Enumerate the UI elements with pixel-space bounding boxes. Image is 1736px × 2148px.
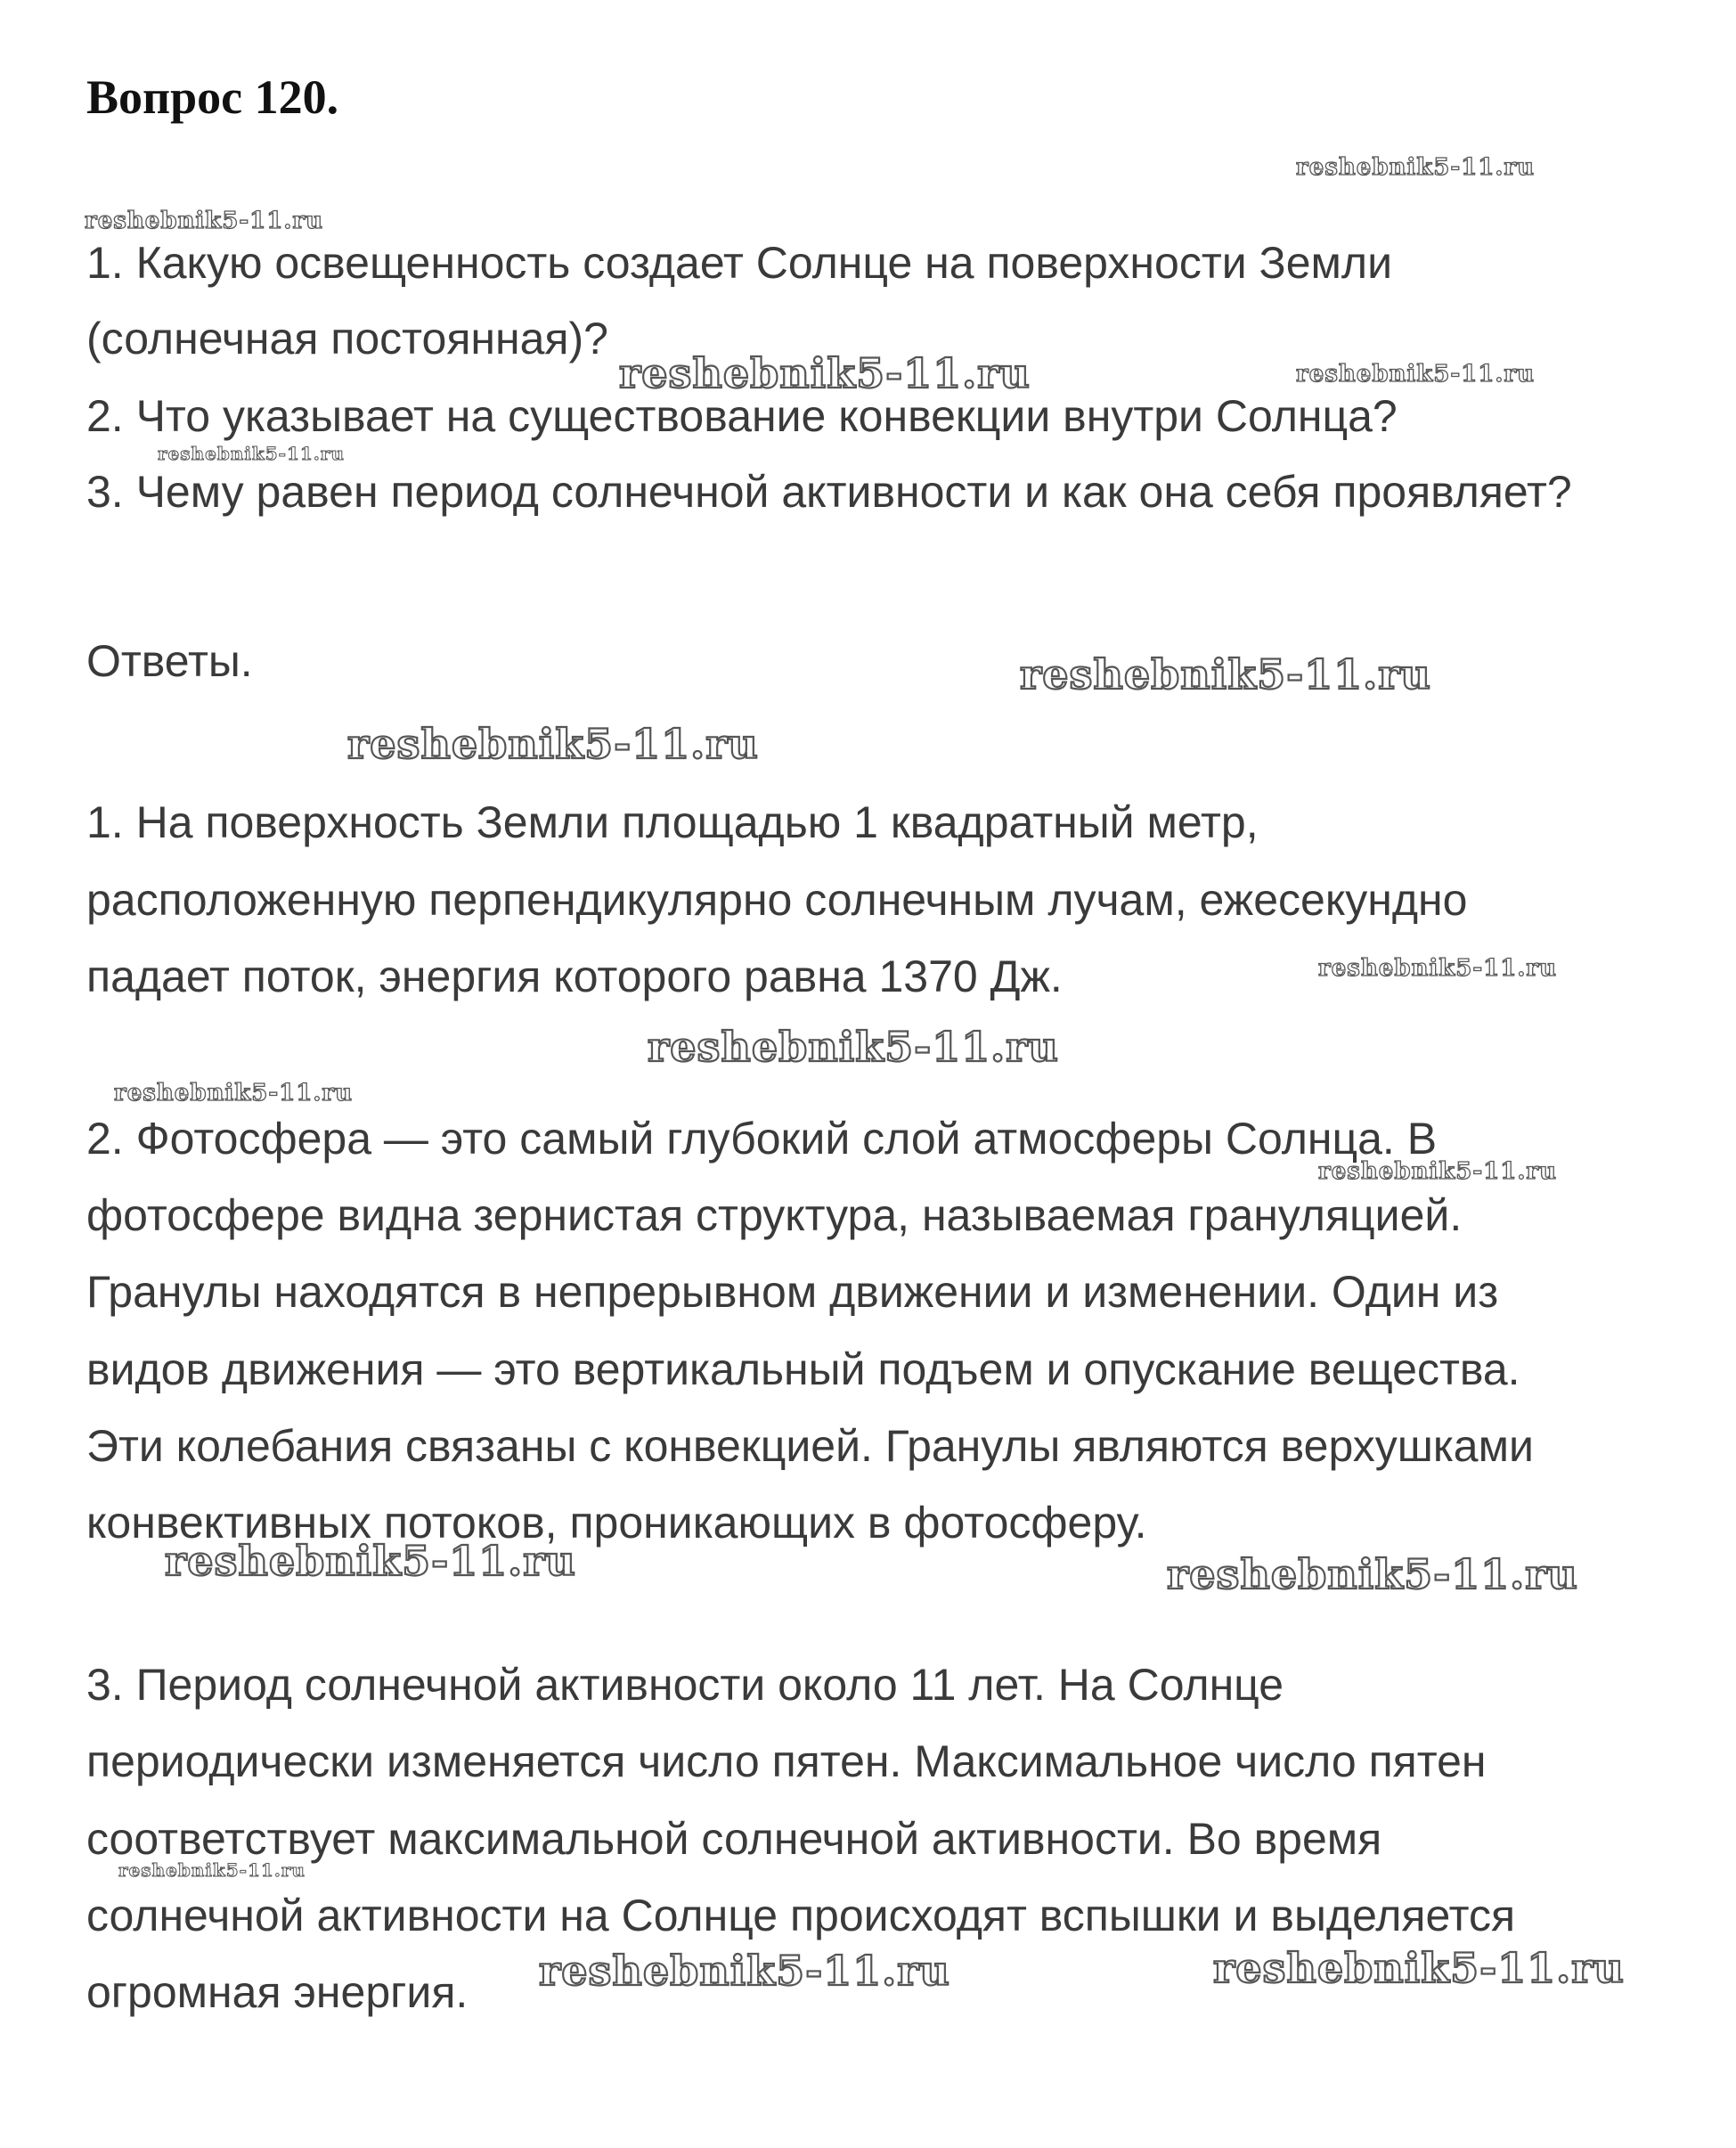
watermark: reshebnik5-11.ru — [1318, 955, 1558, 982]
answer-1-line: расположенную перпендикулярно солнечным лучам, ежесекундно — [86, 875, 1468, 925]
answer-1-line: падает поток, энергия которого равна 1370 Дж. — [86, 951, 1063, 1001]
answer-3-line: солнечной активности на Солнце происходят вспышки и выделяется — [86, 1891, 1516, 1940]
answer-3-line: соответствует максимальной солнечной активности. Во время — [86, 1814, 1382, 1864]
answer-1-line: 1. На поверхность Земли площадью 1 квадратный метр, — [86, 797, 1259, 847]
answer-3-line: периодически изменяется число пятен. Максимальное число пятен — [86, 1736, 1487, 1786]
question-line: (солнечная постоянная)? — [86, 314, 608, 363]
answer-2-line: видов движения — это вертикальный подъем и опускание вещества. — [86, 1344, 1520, 1394]
watermark: reshebnik5-11.ru — [539, 1947, 950, 1995]
watermark: reshebnik5-11.ru — [1318, 1158, 1558, 1185]
answers-title: Ответы. — [86, 636, 253, 686]
watermark: reshebnik5-11.ru — [1167, 1550, 1578, 1598]
answer-2-line: 2. Фотосфера — это самый глубокий слой атмосферы Солнца. В — [86, 1114, 1438, 1164]
watermark: reshebnik5-11.ru — [165, 1537, 576, 1585]
answer-2-line: фотосфере видна зернистая структура, называемая грануляцией. — [86, 1190, 1463, 1240]
answer-2-line: конвективных потоков, проникающих в фотосферу. — [86, 1498, 1147, 1548]
question-line: 3. Чему равен период солнечной активности и как она себя проявляет? — [86, 467, 1572, 517]
watermark: reshebnik5-11.ru — [118, 1859, 306, 1881]
watermark: reshebnik5-11.ru — [158, 443, 345, 464]
question-line: 2. Что указывает на существование конвекции внутри Солнца? — [86, 391, 1398, 441]
watermark: reshebnik5-11.ru — [1296, 361, 1536, 388]
answer-3-line: 3. Период солнечной активности около 11 лет. На Солнце — [86, 1660, 1284, 1710]
question-heading: Вопрос 120. — [86, 70, 339, 124]
answer-2-line: Гранулы находятся в непрерывном движении и изменении. Один из — [86, 1267, 1499, 1317]
watermark: reshebnik5-11.ru — [114, 1080, 354, 1107]
watermark: reshebnik5-11.ru — [1296, 154, 1536, 181]
watermark: reshebnik5-11.ru — [1213, 1944, 1625, 1992]
answer-3-line: огромная энергия. — [86, 1967, 469, 2017]
watermark: reshebnik5-11.ru — [1020, 650, 1431, 698]
answer-2-line: Эти колебания связаны с конвекцией. Гранулы являются верхушками — [86, 1421, 1534, 1471]
watermark: reshebnik5-11.ru — [619, 349, 1031, 397]
watermark: reshebnik5-11.ru — [85, 208, 324, 234]
watermark: reshebnik5-11.ru — [648, 1023, 1059, 1071]
watermark: reshebnik5-11.ru — [347, 720, 759, 768]
question-line: 1. Какую освещенность создает Солнце на поверхности Земли — [86, 238, 1393, 288]
